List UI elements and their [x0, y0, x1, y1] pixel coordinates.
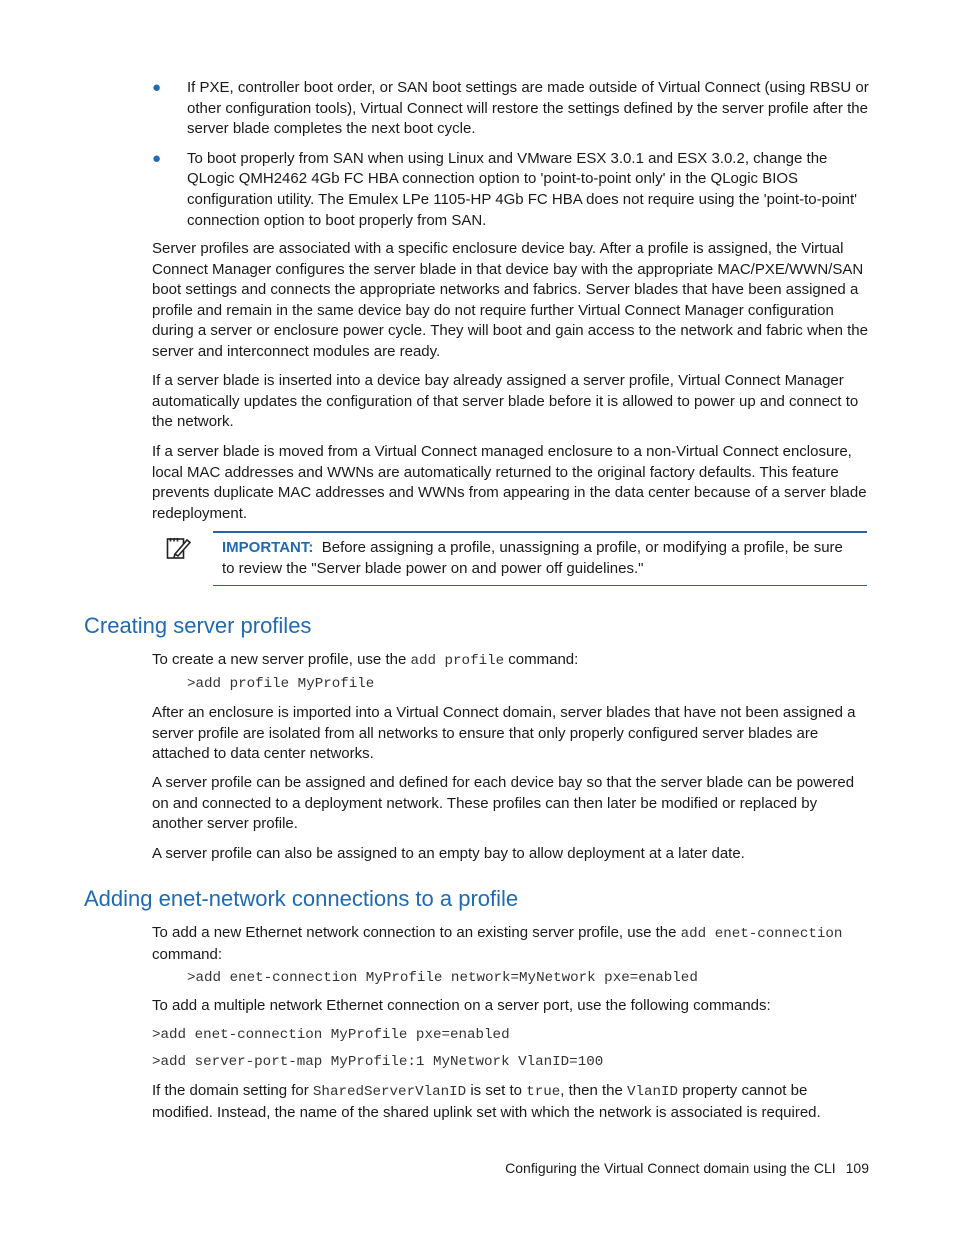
page-number: 109	[845, 1160, 869, 1176]
text-run: is set to	[466, 1082, 527, 1099]
bullet-text: If PXE, controller boot order, or SAN boot settings are made outside of Virtual Connect (using RBSU or other configuration tools), Virtual Connect will restore the settings defined by the server profile after the server blade completes the next boot cycle.	[187, 79, 869, 138]
important-callout	[213, 531, 867, 586]
text-run: , then the	[560, 1082, 627, 1099]
inline-code: add enet-connection	[680, 926, 843, 942]
body-paragraph	[152, 844, 870, 865]
paragraph-text	[152, 923, 870, 965]
paragraph-text: Server profiles are associated with a specific enclosure device bay. After a profile is assigned, the Virtual Connect Manager configures the server blade in that device bay with the appropriate MAC/PXE/WWN/SAN boot settings and connects the appropriate networks and fabrics. Server blades that have been assigned a profile and remain in the same device bay do not require further Virtual Connect Manager configuration during a server or enclosure power cycle. They will boot and gain access to the network and fabric when the server and interconnect modules are ready.	[152, 240, 868, 360]
footer-title: Configuring the Virtual Connect domain using the CLI	[505, 1160, 836, 1176]
text-run: To add a new Ethernet network connection to an existing server profile, use the	[152, 924, 681, 941]
important-text: Before assigning a profile, unassigning a profile, or modifying a profile, be sure to review the "Server blade power on and power off guidelines."	[222, 539, 843, 577]
inline-code: add profile	[410, 653, 505, 669]
inline-code: true	[526, 1084, 561, 1100]
paragraph-text: After an enclosure is imported into a Virtual Connect domain, server blades that have not been assigned a server profile are isolated from all networks to ensure that only properly configured server blades are attached to data center networks.	[152, 704, 856, 763]
important-text-block	[222, 538, 852, 579]
command-example: >add profile MyProfile	[187, 676, 375, 692]
body-paragraph	[152, 1081, 870, 1123]
command-example: >add enet-connection MyProfile network=MyNetwork pxe=enabled	[187, 970, 698, 986]
text-run: To create a new server profile, use the	[152, 651, 411, 668]
text-run: command:	[504, 651, 579, 668]
important-note-icon	[166, 536, 192, 560]
section-heading-creating-server-profiles: Creating server profiles	[84, 613, 312, 638]
bullet-text: To boot properly from SAN when using Linux and VMware ESX 3.0.1 and ESX 3.0.2, change the QLogic QMH2462 4Gb FC HBA connection option to 'point-to-point only' in the QLogic BIOS configuration utility. The Emulex LPe 1105-HP 4Gb FC HBA does not require using the 'point-to-point' connection option to boot properly from SAN.	[187, 149, 857, 229]
paragraph-text: If a server blade is inserted into a device bay already assigned a server profile, Virtual Connect Manager automatically updates the configuration of that server blade before it is allowed to power up and connect to the network.	[152, 372, 859, 431]
body-paragraph	[152, 650, 870, 672]
list-item	[152, 149, 870, 231]
important-label: IMPORTANT:	[222, 539, 314, 556]
body-paragraph	[152, 239, 870, 363]
paragraph-text	[152, 650, 870, 672]
bullet-list	[152, 78, 870, 240]
body-paragraph	[152, 996, 870, 1017]
section-heading-adding-enet-network-connections: Adding enet-network connections to a profile	[84, 886, 519, 911]
body-paragraph	[152, 773, 870, 835]
inline-code: VlanID	[626, 1084, 679, 1100]
paragraph-text: A server profile can also be assigned to an empty bay to allow deployment at a later date.	[152, 845, 745, 862]
paragraph-text: If a server blade is moved from a Virtual Connect managed enclosure to a non-Virtual Connect enclosure, local MAC addresses and WWNs are automatically returned to the original factory defaults. This feature prevents duplicate MAC addresses and WWNs from appearing in the data center because of a server blade redeployment.	[152, 443, 867, 522]
inline-code: SharedServerVlanID	[312, 1084, 467, 1100]
paragraph-text: To add a multiple network Ethernet connection on a server port, use the following commands:	[152, 997, 771, 1014]
paragraph-text: A server profile can be assigned and defined for each device bay so that the server blade can be powered on and connected to a deployment network. These profiles can then later be modified or replaced by another server profile.	[152, 774, 855, 833]
command-example: >add enet-connection MyProfile pxe=enabled	[152, 1027, 510, 1043]
text-run: If the domain setting for	[152, 1082, 313, 1099]
paragraph-text	[152, 1081, 870, 1123]
body-paragraph	[152, 923, 870, 965]
list-item	[152, 78, 870, 140]
page-footer	[505, 1158, 869, 1179]
body-paragraph	[152, 703, 870, 765]
text-run: property cannot be modified. Instead, the name of the shared uplink set with which the network is associated is required.	[152, 1082, 821, 1121]
text-run: command:	[152, 945, 223, 963]
command-example: >add server-port-map MyProfile:1 MyNetwork VlanID=100	[152, 1054, 604, 1070]
body-paragraph	[152, 371, 870, 433]
bullet-icon: ●	[152, 149, 162, 167]
bullet-icon: ●	[152, 79, 162, 96]
body-paragraph	[152, 442, 870, 524]
